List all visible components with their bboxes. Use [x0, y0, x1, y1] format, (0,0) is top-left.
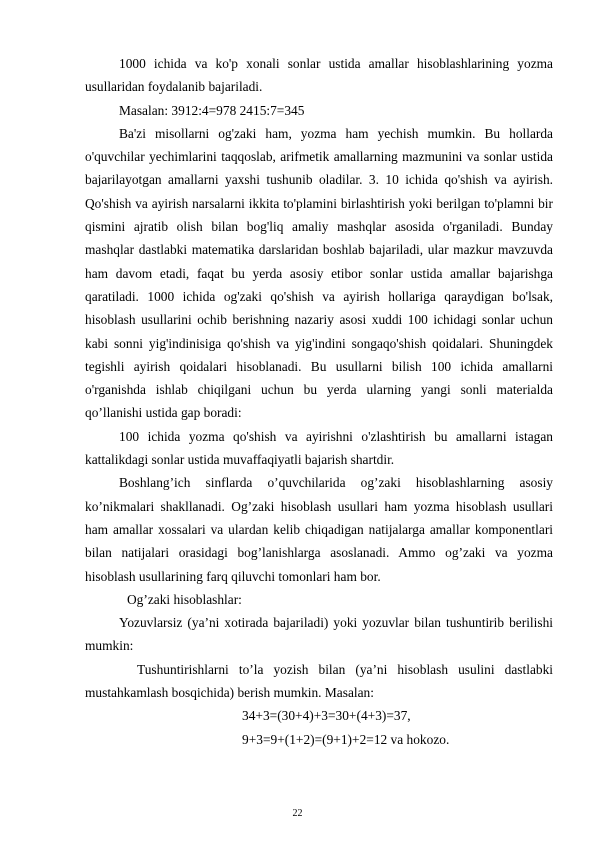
paragraph-written-addition: 100 ichida yozma qo'shish va ayirishni o'zlashtirish bu amallarni istagan kattalikdagi sonlar ustida muvaffaqiyatli bajarish shartdir. — [85, 428, 553, 468]
formula-line-1: 34+3=(30+4)+3=30+(4+3)=37, — [242, 708, 411, 724]
paragraph-oral-written: Ba'zi misollarni og'zaki ham, yozma ham yechish mumkin. Bu hollarda o'quvchilar yechimlarini taqqoslab, arifmetik amallarning mazmunini va sonlar ustida bajarilayotgan amallarni yaxshi tushunib oladilar. 3. 10 ichida qo'shish va ayirish. Qo'shish va ayirish narsalarni ikkita to'plamini birlashtirish yoki berilgan to'plamni bir qismini ajratib olish bilan bog'liq amaliy mashqlar asosida o'rganiladi. Bunday mashqlar dastlabki matematika darslaridan boshlab bajariladi, ular mazkur mavzuvda ham davom etadi, faqat bu yerda asosiy etibor sonlar ustida amallar bajarishga qaratiladi. 1000 ichida og'zaki qo'shish va ayirish hollariga qaraydigan bo'lsak, hisoblash usullarini ochib berishning nazariy asosi xuddi 100 ichidagi sonlar uchun kabi sonni yig'indinisiga qo'shish va yig'indini songaqo'shish qoidalari. Shuningdek tegishli ayirish qoidalari hisoblanadi. Bu usullarni bilish 100 ichida amallarni o'rganishda ishlab chiqilgani uchun bu yerda ularning yangi sonli materialda qo’llanishi ustida gap boradi: — [85, 125, 553, 421]
page-number: 22 — [292, 808, 303, 819]
document-page — [85, 52, 553, 751]
paragraph-primary-classes: Boshlang’ich sinflarda o’quvchilarida og’zaki hisoblashlarning asosiy ko’nikmalari shakllanadi. Og’zaki hisoblash usullari ham yozma hisoblash usullari ham amallar xossalari va ulardan kelib chiqadigan natijalarga amallar komponentlari bilan natijalari orasidagi bog’lanishlarga asoslanadi. Ammo og’zaki va yozma hisoblash usullarining farq qiluvchi tomonlari ham bor. — [85, 475, 553, 584]
paragraph-oral-heading: Og’zaki hisoblashlar: — [127, 591, 242, 607]
formula-line-2: 9+3=9+(1+2)=(9+1)+2=12 va hokozo. — [242, 731, 450, 747]
paragraph-example: Masalan: 3912:4=978 2415:7=345 — [119, 102, 305, 118]
paragraph-without-notes: Yozuvlarsiz (ya’ni xotirada bajariladi) yoki yozuvlar bilan tushuntirib berilishi mumkin: — [85, 615, 553, 654]
paragraph-explanations: Tushuntirishlarni to’la yozish bilan (ya’ni hisoblash usulini dastlabki mustahkamlash bosqichida) berish mumkin. Masalan: — [85, 661, 553, 701]
paragraph-intro: 1000 ichida va ko'p xonali sonlar ustida amallar hisoblashlarining yozma usullaridan foydalanib bajariladi. — [85, 56, 553, 95]
